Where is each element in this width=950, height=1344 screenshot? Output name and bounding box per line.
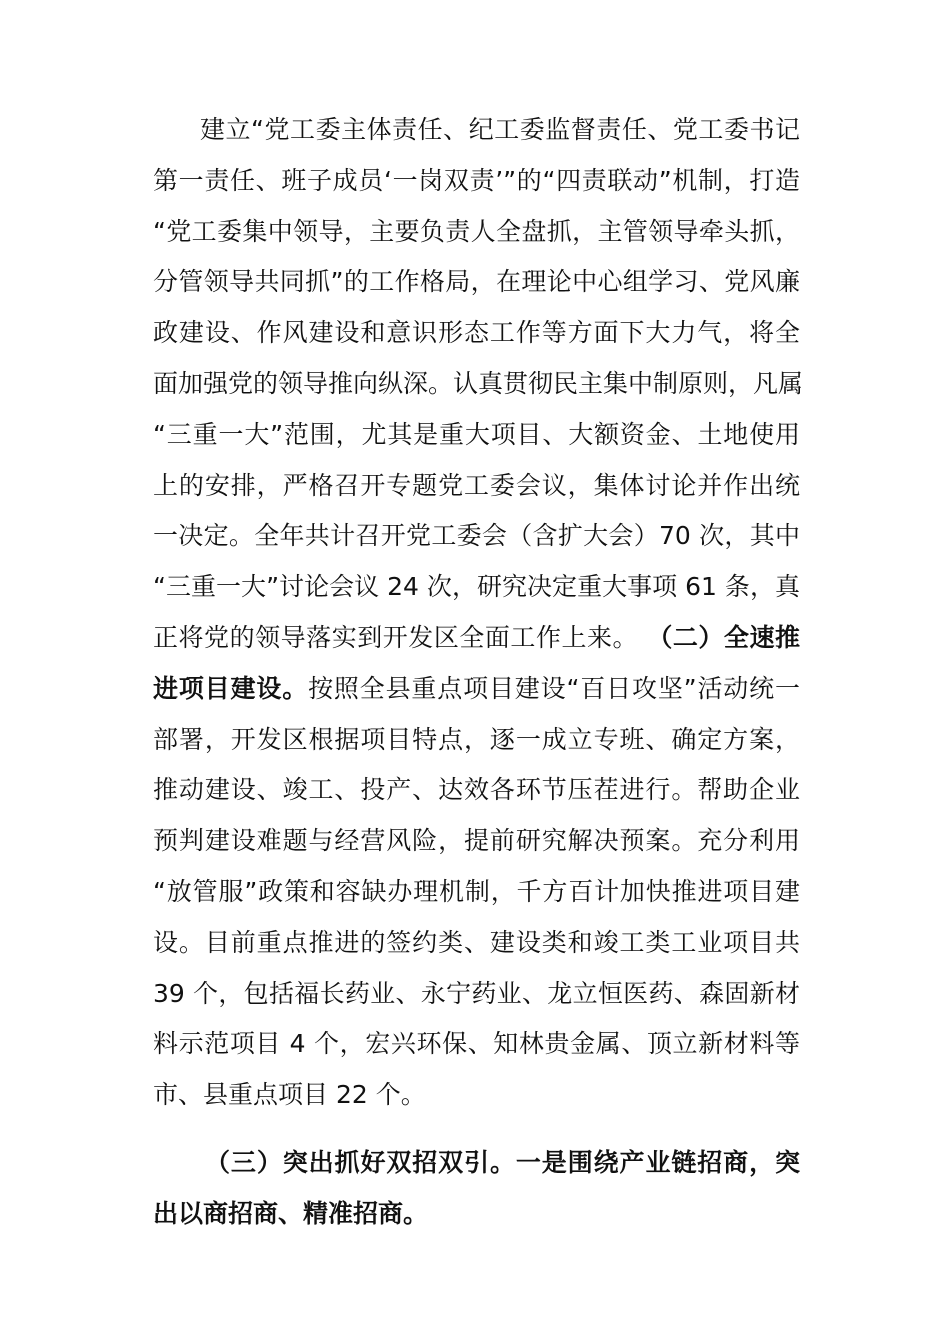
bold-heading-text: （二）全速推 xyxy=(638,623,800,652)
body-text: 政建设、作风建设和意识形态工作等方面下大力气，将全 xyxy=(153,318,800,348)
bold-heading-text: （三）突出抓好双招双引。一是围绕产业链招商，突 xyxy=(205,1148,800,1177)
text-line xyxy=(153,1019,800,1069)
text-line xyxy=(205,1138,800,1188)
text-line xyxy=(153,562,800,612)
body-text: 市、县重点项目 22 个。 xyxy=(153,1080,426,1110)
body-text: 第一责任、班子成员‘一岗双责’”的“四责联动”机制，打造 xyxy=(153,165,800,195)
body-text: 建立“党工委主体责任、纪工委监督责任、党工委书记 xyxy=(200,115,800,144)
text-line xyxy=(153,816,800,866)
text-line xyxy=(153,918,800,968)
bold-heading-text: 出以商招商、精准招商。 xyxy=(153,1198,429,1228)
body-text: “放管服”政策和容缺办理机制，千方百计加快推进项目建 xyxy=(153,877,800,906)
text-line xyxy=(153,359,804,409)
text-line xyxy=(153,715,800,765)
text-line xyxy=(153,207,800,257)
body-text: 按照全县重点项目建设“百日攻坚”活动统一 xyxy=(308,673,800,703)
text-line xyxy=(153,867,800,917)
text-line xyxy=(200,105,800,155)
text-line xyxy=(153,257,800,307)
text-line xyxy=(153,1189,800,1239)
body-text: 39 个，包括福长药业、永宁药业、龙立恒医药、森固新材 xyxy=(153,978,800,1008)
body-text: 正将党的领导落实到开发区全面工作上来。 xyxy=(153,623,639,652)
body-text: 一决定。全年共计召开党工委会（含扩大会）70 次，其中 xyxy=(153,521,800,551)
body-text: 设。目前重点推进的签约类、建设类和竣工类工业项目共 xyxy=(153,927,800,957)
text-line xyxy=(153,461,800,511)
bold-heading-text: 进项目建设。 xyxy=(153,673,309,703)
text-line xyxy=(153,765,800,815)
text-line xyxy=(153,308,800,358)
body-text: 上的安排，严格召开专题党工委会议，集体讨论并作出统 xyxy=(153,470,800,500)
body-text: 推动建设、竣工、投产、达效各环节压茬进行。帮助企业 xyxy=(153,775,800,805)
text-line xyxy=(153,1070,800,1120)
body-text: 面加强党的领导推向纵深。认真贯彻民主集中制原则，凡属 xyxy=(153,369,804,398)
text-line xyxy=(153,613,800,663)
text-line xyxy=(153,969,800,1019)
body-text: “党工委集中领导，主要负责人全盘抓，主管领导牵头抓， xyxy=(153,216,800,246)
body-text: 部署，开发区根据项目特点，逐一成立专班、确定方案， xyxy=(153,724,800,754)
text-line xyxy=(153,511,800,561)
body-text: 分管领导共同抓”的工作格局，在理论中心组学习、党风廉 xyxy=(153,267,800,297)
body-text: 预判建设难题与经营风险，提前研究解决预案。充分利用 xyxy=(153,826,800,856)
text-line xyxy=(153,664,800,714)
body-text: “三重一大”讨论会议 24 次，研究决定重大事项 61 条，真 xyxy=(153,572,800,602)
body-text: “三重一大”范围，尤其是重大项目、大额资金、土地使用 xyxy=(153,419,800,449)
text-line xyxy=(153,410,800,460)
text-line xyxy=(153,156,800,206)
body-text: 料示范项目 4 个，宏兴环保、知林贵金属、顶立新材料等 xyxy=(153,1029,800,1059)
